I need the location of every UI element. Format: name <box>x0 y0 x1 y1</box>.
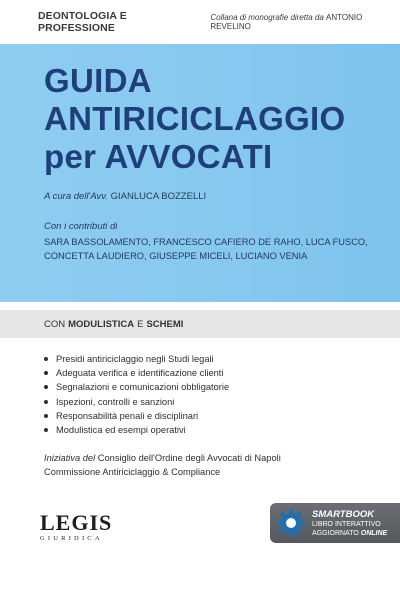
contributors-line-2: CONCETTA LAUDIERO, GIUSEPPE MICELI, LUCIANO VENIA <box>44 251 308 261</box>
feature-list <box>44 352 229 437</box>
publisher-name: LEGIS <box>40 510 113 535</box>
band-joiner: E <box>137 318 144 330</box>
list-item: Modulistica ed esempi operativi <box>44 423 229 437</box>
initiative-note <box>44 451 281 479</box>
title-line-2: ANTIRICICLAGGIO <box>44 100 346 137</box>
list-item: Segnalazioni e comunicazioni obbligatorie <box>44 380 229 394</box>
curator <box>44 191 206 202</box>
list-item: Responsabilità penali e disciplinari <box>44 409 229 423</box>
curator-name: GIANLUCA BOZZELLI <box>110 191 207 202</box>
band-item-1: MODULISTICA <box>68 318 135 330</box>
smartbook-title: SMARTBOOK <box>312 508 375 520</box>
series-note <box>210 13 400 31</box>
publisher-sub: GIURIDICA <box>40 535 103 542</box>
contributors-label: Con i contributi di <box>44 221 118 232</box>
list-item: Ispezioni, controlli e sanzioni <box>44 395 229 409</box>
modulistica-band <box>0 310 400 338</box>
smartbook-line-2-em: ONLINE <box>360 529 388 537</box>
smartbook-line-2 <box>312 529 387 538</box>
smartbook-line-1: LIBRO INTERATTIVO <box>312 520 381 528</box>
contributors-list <box>44 235 384 263</box>
series-header <box>0 0 400 44</box>
smartbook-text <box>312 509 387 538</box>
smartbook-line-2-text: AGGIORNATO <box>312 529 359 537</box>
series-editor: ANTONIO REVELINO <box>210 13 363 31</box>
contributors-line-1: SARA BASSOLAMENTO, FRANCESCO CAFIERO DE RAHO, LUCA FUSCO, <box>44 237 368 247</box>
curator-label: A cura dell'Avv. <box>44 191 108 202</box>
book-title <box>44 62 345 176</box>
initiative-label: Iniziativa del <box>44 453 96 463</box>
series-note-text: Collana di monografie diretta da <box>210 13 324 22</box>
initiative-line-1: Consiglio dell'Ordine degli Avvocati di Napoli <box>97 453 281 463</box>
band-item-2: SCHEMI <box>146 318 184 330</box>
initiative-line-2: Commissione Antiriciclaggio & Compliance <box>44 467 221 477</box>
publisher-logo <box>40 512 120 542</box>
title-line-3: per AVVOCATI <box>44 138 273 175</box>
list-item: Presidi antiriciclaggio negli Studi legali <box>44 352 229 366</box>
series-title: DEONTOLOGIA E PROFESSIONE <box>38 10 127 34</box>
band-prefix: CON <box>44 318 66 330</box>
gear-icon <box>276 508 306 538</box>
title-line-1: GUIDA <box>44 62 152 99</box>
list-item: Adeguata verifica e identificazione clienti <box>44 366 229 380</box>
smartbook-badge <box>270 503 400 543</box>
